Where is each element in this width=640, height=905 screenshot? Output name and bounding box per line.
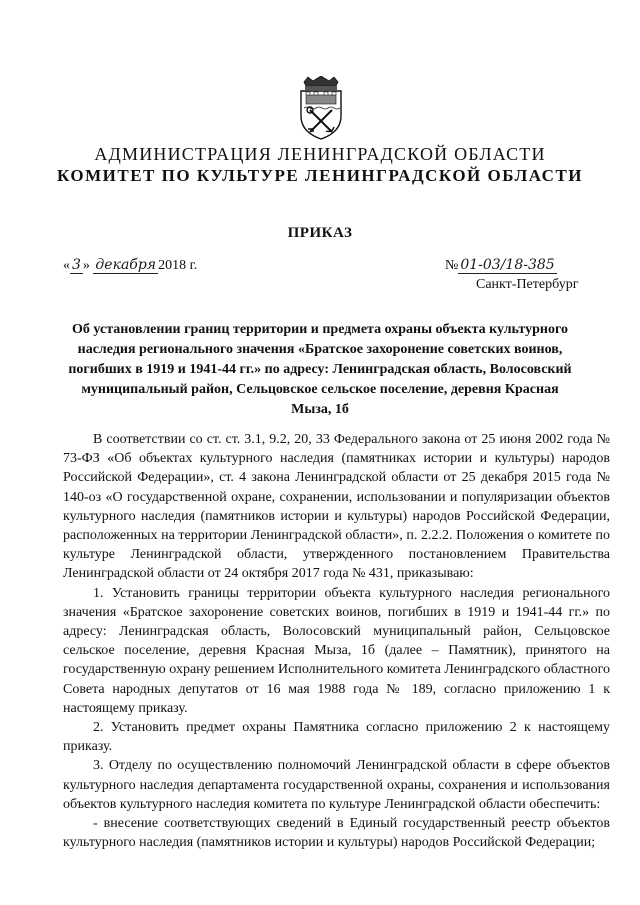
- document-number: [445, 257, 557, 274]
- date-open-quote: «: [63, 258, 70, 273]
- committee-name: КОМИТЕТ ПО КУЛЬТУРЕ ЛЕНИНГРАДСКОЙ ОБЛАСТИ: [56, 166, 584, 185]
- document-body: [63, 430, 610, 852]
- clause-paragraph: 1. Установить границы территории объекта культурного наследия регионального значения «Братское захоронение советских воинов, погибших в 1919 и 1941-44 гг.» по адресу: Ленинградская область, Волосовский муниципальный район, Сельцовское сельское поселение, деревня Красная Мыза, 1б (далее – Памятник), принятого на государственную охрану решением Исполнительного комитета Ленинградского областного Совета народных депутатов от 16 мая 1988 года № 189, согласно приложению 1 к настоящему приказу.: [63, 585, 610, 716]
- document-type: ПРИКАЗ: [287, 225, 353, 241]
- clause-paragraph: 3. Отделу по осуществлению полномочий Ленинградской области в сфере объектов культурного наследия департамента государственной охраны, сохранения и использования объектов культурного наследия комитета по культуре Ленинградской области обеспечить:: [63, 758, 610, 812]
- document-title: Об установлении границ территории и предмета охраны объекта культурного наследия регионального значения «Братское захоронение советских воинов, погибших в 1919 и 1941-44 гг.» по адресу: Ленинградская область, Волосовский муниципальный район, Сельцовское сельское поселение, деревня Красная Мыза, 1б: [68, 322, 572, 417]
- date-year: 2018 г.: [158, 258, 198, 273]
- date-month: декабря: [95, 257, 157, 273]
- number-value: 01-03/18-385: [460, 257, 555, 273]
- date-day: 3: [72, 257, 81, 273]
- date-close-quote: »: [82, 258, 90, 273]
- document-city: Санкт-Петербург: [476, 277, 579, 292]
- preamble-paragraph: В соответствии со ст. ст. 3.1, 9.2, 20, 33 Федерального закона от 25 июня 2002 года № 73-ФЗ «Об объектах культурного наследия (памятниках истории и культуры) народов Российской Федерации», ст. 4 закона Ленинградской области от 25 декабря 2015 года № 140-оз «О государственной охране, сохранении, использовании и популяризации объектов культурного наследия (памятников истории и культуры) народов Российской Федерации, расположенных на территории Ленинградской области», п. 2.2.2. Положения о комитете по культуре Ленинградской области, утвержденного постановлением Правительства Ленинградской области от 24 октября 2017 года № 431, приказываю:: [63, 432, 610, 582]
- coat-of-arms-icon: [296, 76, 346, 140]
- clause-paragraph: - внесение соответствующих сведений в Единый государственный реестр объектов культурного наследия (памятников истории и культуры) народов Российской Федерации;: [63, 816, 610, 851]
- organization-name: АДМИНИСТРАЦИЯ ЛЕНИНГРАДСКОЙ ОБЛАСТИ: [94, 144, 546, 164]
- number-prefix: №: [445, 258, 459, 273]
- document-date: [63, 257, 197, 274]
- clause-paragraph: 2. Установить предмет охраны Памятника согласно приложению 2 к настоящему приказу.: [63, 720, 610, 755]
